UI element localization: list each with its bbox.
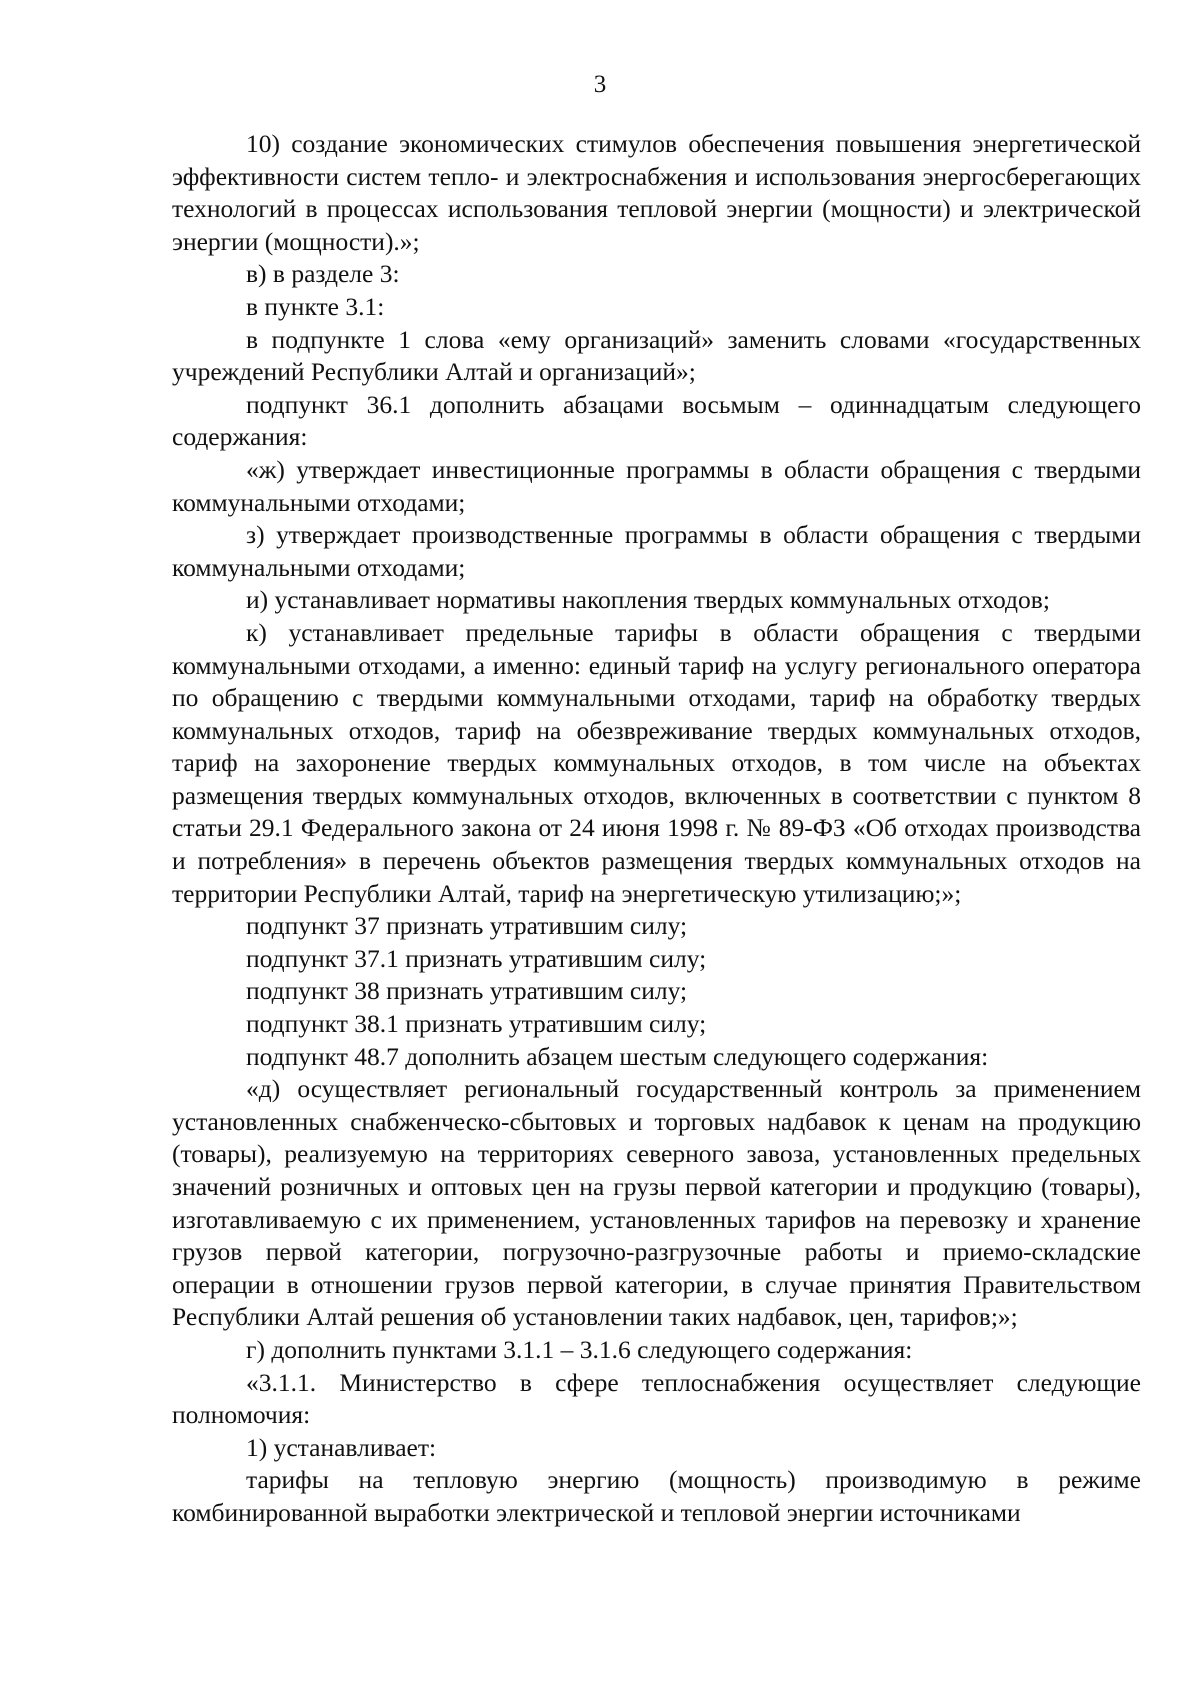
paragraph: подпункт 48.7 дополнить абзацем шестым следующего содержания: (246, 1041, 989, 1071)
paragraph: тарифы на тепловую энергию (мощность) производимую в режиме комбинированной выработки электрической и тепловой энергии источниками (172, 1465, 1141, 1527)
document-body (172, 128, 1141, 1530)
paragraph: «3.1.1. Министерство в сфере теплоснабжения осуществляет следующие полномочия: (172, 1367, 1141, 1430)
paragraph: «д) осуществляет региональный государственный контроль за применением установленных снабженческо-сбытовых и торговых надбавок к ценам на продукцию (товары), реализуемую на территориях северного завоза, установленных предельных значений розничных и оптовых цен на грузы первой категории и продукцию (товары), изготавливаемую с их применением, установленных тарифов на перевозку и хранение грузов первой категории, погрузочно-разгрузочные работы и приемо-складские операции в отношении грузов первой категории, в случае принятия Правительством Республики Алтай решения об установлении таких надбавок, цен, тарифов;»; (172, 1074, 1141, 1332)
paragraph: 10) создание экономических стимулов обеспечения повышения энергетической эффективности систем тепло- и электроснабжения и использования энергосберегающих технологий в процессах использования тепловой энергии (мощности) и электрической энергии (мощности).»; (172, 129, 1141, 256)
paragraph: в) в разделе 3: (246, 259, 400, 289)
paragraph: з) утверждает производственные программы в области обращения с твердыми коммунальными отходами; (172, 520, 1141, 582)
paragraph: г) дополнить пунктами 3.1.1 – 3.1.6 следующего содержания: (246, 1334, 913, 1364)
paragraph: 1) устанавливает: (246, 1432, 437, 1462)
paragraph: в подпункте 1 слова «ему организаций» заменить словами «государственных учреждений Республики Алтай и организаций»; (172, 324, 1141, 387)
paragraph: подпункт 38 признать утратившим силу; (246, 976, 688, 1006)
paragraph: «ж) утверждает инвестиционные программы в области обращения с твердыми коммунальными отходами; (172, 454, 1141, 517)
page-number: 3 (593, 71, 607, 98)
paragraph: подпункт 37 признать утратившим силу; (246, 911, 688, 941)
paragraph: подпункт 36.1 дополнить абзацами восьмым – одиннадцатым следующего содержания: (172, 389, 1141, 452)
paragraph: к) устанавливает предельные тарифы в области обращения с твердыми коммунальными отходами, а именно: единый тариф на услугу регионального оператора по обращению с твердыми коммунальными отходами, тариф на обработку твердых коммунальных отходов, тариф на обезвреживание твердых коммунальных отходов, тариф на захоронение твердых коммунальных отходов, в том числе на объектах размещения твердых коммунальных отходов, включенных в соответствии с пунктом 8 статьи 29.1 Федерального закона от 24 июня 1998 г. № 89-ФЗ «Об отходах производства и потребления» в перечень объектов размещения твердых коммунальных отходов на территории Республики Алтай, тариф на энергетическую утилизацию;»; (172, 617, 1141, 908)
paragraph: в пункте 3.1: (246, 291, 385, 321)
paragraph: подпункт 37.1 признать утратившим силу; (246, 943, 707, 973)
paragraph: и) устанавливает нормативы накопления твердых коммунальных отходов; (246, 585, 1050, 615)
paragraph: подпункт 38.1 признать утратившим силу; (246, 1009, 707, 1039)
